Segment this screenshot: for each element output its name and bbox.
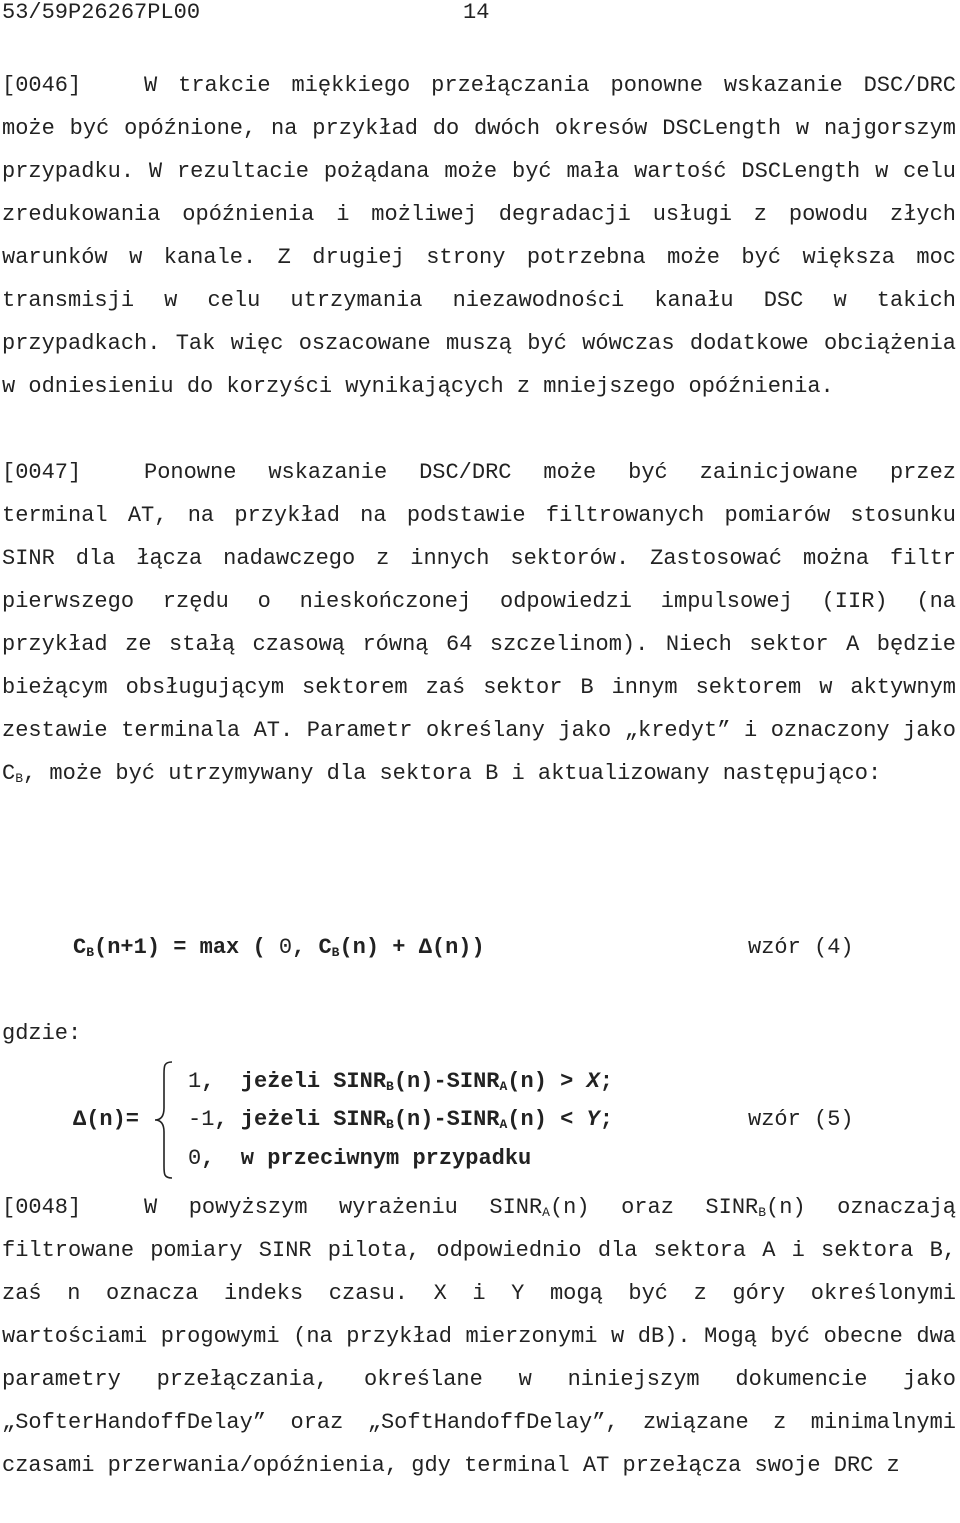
page-number: 14 [463, 0, 490, 25]
paragraph-tag: [0046] [2, 73, 82, 98]
case-text: (n) < [507, 1107, 587, 1132]
subscript: A [542, 1205, 550, 1220]
subscript: B [758, 1205, 767, 1220]
document-code: 53/59P26267PL00 [2, 0, 201, 25]
paragraph-text: (n) oraz SINR [549, 1195, 759, 1220]
case-text: , w przeciwnym przypadku [201, 1146, 532, 1171]
subscript: A [499, 1117, 508, 1132]
where-label: gdzie: [2, 1021, 82, 1046]
subscript: B [386, 1079, 394, 1094]
subscript: B [386, 1117, 394, 1132]
subscript: B [86, 945, 95, 960]
formula-symbol: C [73, 935, 87, 960]
paragraph-0047 [2, 451, 956, 795]
case-text: , jeżeli SINR [201, 1069, 387, 1094]
subscript: B [15, 771, 24, 786]
paragraph-0046 [2, 64, 956, 408]
formula-4-label: wzór (4) [748, 935, 854, 960]
formula-5-label: wzór (5) [748, 1107, 854, 1132]
subscript: B [331, 945, 340, 960]
case-text: (n)-SINR [393, 1069, 500, 1094]
formula-text: , C [292, 935, 332, 960]
subscript: A [499, 1079, 508, 1094]
case-text: ; [599, 1069, 613, 1094]
case-text: , jeżeli SINR [214, 1107, 387, 1132]
formula-text: 0 [278, 935, 293, 960]
paragraph-tag: [0048] [2, 1195, 82, 1220]
left-brace-icon [153, 1060, 177, 1180]
paragraph-text: W powyższym wyrażeniu SINR [144, 1195, 543, 1220]
formula-text: (n+1) = max ( [94, 935, 279, 960]
formula-5-case-1 [188, 1062, 613, 1102]
case-value: 0 [188, 1146, 202, 1171]
paragraph-text: Ponowne wskazanie DSC/DRC może być zainicjowane przez terminal AT, na przykład na podstawie filtrowanych pomiarów stosunku SINR dla łącza nadawczego z innych sektorów. Zastosować można filtr pierwszego rzędu o nieskończonej odpowiedzi impulsowej (IIR) (na przykład ze stałą czasową równą 64 szczelinom). Niech sektor A będzie bieżącym obsługującym sektorem zaś sektor B innym sektorem w aktywnym zestawie terminala AT. Parametr określany jako „kredyt” i oznaczony jako C [2, 460, 956, 786]
case-text: (n) > [507, 1069, 587, 1094]
paragraph-0048 [2, 1186, 956, 1487]
paragraph-tag: [0047] [2, 460, 82, 485]
formula-5-lhs: Δ(n)= [73, 1107, 140, 1132]
formula-5-case-3 [188, 1139, 531, 1179]
formula-4 [73, 926, 485, 969]
case-value: 1 [188, 1069, 202, 1094]
formula-text: (n) + Δ(n)) [339, 935, 485, 960]
case-value: -1 [188, 1107, 215, 1132]
formula-5-case-2 [188, 1100, 613, 1140]
paragraph-text: (n) oznaczają filtrowane pomiary SINR pilota, odpowiednio dla sektora A i sektora B, zaś n oznacza indeks czasu. X i Y mogą być z góry określonymi wartościami progowymi (na przykład mierzonymi w dB). Mogą być obecne dwa parametry przełączania, określane w niniejszym dokumencie jako „SofterHandoffDelay” oraz „SoftHandoffDelay”, związane z minimalnymi czasami przerwania/opóźnienia, gdy terminal AT przełącza swoje DRC z [2, 1195, 956, 1478]
case-variable: Y [586, 1107, 600, 1132]
case-variable: X [586, 1069, 600, 1094]
paragraph-text-end: , może być utrzymywany dla sektora B i aktualizowany następująco: [23, 761, 882, 786]
case-text: ; [599, 1107, 613, 1132]
case-text: (n)-SINR [393, 1107, 500, 1132]
paragraph-text: W trakcie miękkiego przełączania ponowne wskazanie DSC/DRC może być opóźnione, na przykład do dwóch okresów DSCLength w najgorszym przypadku. W rezultacie pożądana może być mała wartość DSCLength w celu zredukowania opóźnienia i możliwej degradacji usługi z powodu złych warunków w kanale. Z drugiej strony potrzebna może być większa moc transmisji w celu utrzymania niezawodności kanału DSC w takich przypadkach. Tak więc oszacowane muszą być wówczas dodatkowe obciążenia w odniesieniu do korzyści wynikających z mniejszego opóźnienia. [2, 73, 956, 399]
